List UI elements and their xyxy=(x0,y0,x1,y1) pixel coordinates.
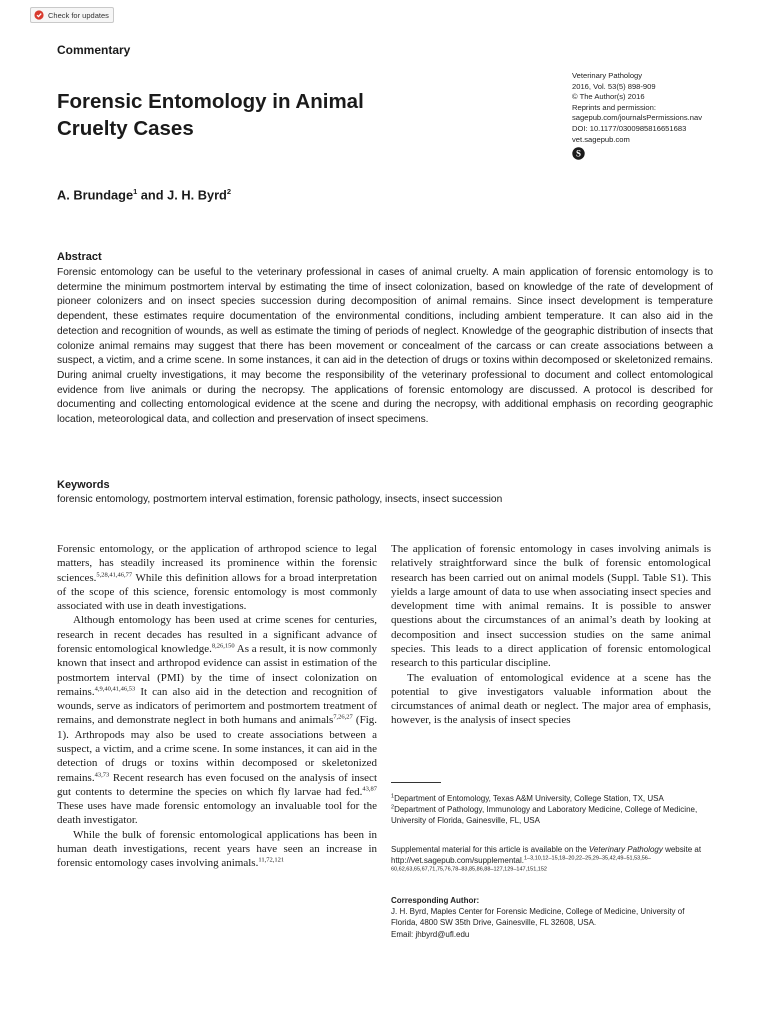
supplemental-note: Supplemental material for this article is available on the Veterinary Pathology website at http://vet.sagepub.com/supplemental.$^{1-3,10,12-15,18-20,22-25,29-35,42,49-51,53,56-60,62,63,65,67,71,75,76,78-83,85,86,88-127,129-147,151,152}$ xyxy=(391,845,702,873)
svg-text:S: S xyxy=(575,148,582,159)
author-joiner: and xyxy=(137,187,168,203)
reprints-label: Reprints and permission: xyxy=(572,102,656,112)
citation-marker[interactable]: 43,73 xyxy=(94,770,110,778)
body-paragraph: Forensic entomology, or the application of arthropod science to legal matters, has steadily increased its prominence within the forensic sciences.$^{5,28,41,46,77}$ While this definition allows for a broad interpretation of the scope of this science, forensic entomology is most commonly associated with use in death investigations. xyxy=(57,543,377,613)
journal-name: Veterinary Pathology xyxy=(572,71,643,80)
affiliations xyxy=(391,793,713,827)
citation-marker[interactable]: 4,9,40,41,46,53 xyxy=(94,685,136,693)
check-updates-label: Check for updates xyxy=(48,10,109,20)
affiliation-item: $^2$Department of Pathology, Immunology and Laboratory Medicine, College of Medicine, University of Florida, Gainesville, FL, USA xyxy=(391,804,698,826)
citation-marker: 1–3,10,12–15,18–20,22–25,29–35,42,49–51,53,56–60,62,63,65,67,71,75,76,78–83,85,86,88–127,129–147,151,152 xyxy=(391,855,651,873)
abstract-text: Forensic entomology can be useful to the veterinary professional in cases of animal cruelty. A main application of forensic entomology is to determine the minimum postmortem interval by estimating the time of insect colonization, based on knowledge of the rate of development of pioneer colonizers and on insect species succession during decomposition of animal remains. Since insect development is temperature dependent, these estimates require documentation of the environmental conditions, including ambient temperature. It can also aid in the detection and recognition of wounds, as well as estimate the timing of periods of neglect. Knowledge of the geographic distribution of insects that colonize animal remains may suggest that there has been movement or concealment of the carcass or can create associations between a suspect, a victim, and a crime scene. In some instances, it can aid in the detection of drugs or toxins within decomposed or skeletonized remains. During animal cruelty investigations, it may become the responsibility of the veterinary professional to document and collect entomological evidence from live animals or during the necropsy. The applications of forensic entomology are discussed. A protocol is described for documenting and collecting entomological evidence at the scene and during the necropsy, with additional emphasis on recording geographic location, meteorological data, and collection and preservation of insect specimens. xyxy=(57,267,713,426)
corresponding-author xyxy=(391,895,713,940)
affiliation-item: $^1$Department of Entomology, Texas A&M University, College Station, TX, USA xyxy=(391,793,664,803)
keywords-text: forensic entomology, postmortem interval estimation, forensic pathology, insects, insect succession xyxy=(57,494,503,505)
doi[interactable]: DOI: 10.1177/0300985816651683 xyxy=(572,123,687,133)
corresponding-email-line: Email: jhbyrd@ufl.edu xyxy=(391,929,470,939)
corresponding-heading: Corresponding Author: xyxy=(391,896,480,905)
body-paragraph: The evaluation of entomological evidence at a scene has the potential to give investigators valuable information about the circumstances of animal death or neglect. The major area of emphasis, however, is the analysis of insect species xyxy=(391,671,711,727)
journal-name-italic: Veterinary Pathology xyxy=(588,845,663,854)
citation-marker[interactable]: 7,26,27 xyxy=(333,713,353,721)
title-line-1: Forensic Entomology in Animal xyxy=(57,90,364,113)
citation-marker[interactable]: 5,28,41,46,77 xyxy=(96,570,133,578)
author-affiliation-marker: 1 xyxy=(133,187,138,196)
supplemental-link[interactable]: http://vet.sagepub.com/supplemental xyxy=(391,856,522,866)
corresponding-address: J. H. Byrd, Maples Center for Forensic Medicine, College of Medicine, University of Florida, 4800 SW 35th Drive, Gainesville, FL 32608, USA. xyxy=(391,907,685,928)
citation-marker[interactable]: 11,72,121 xyxy=(258,856,285,864)
journal-issue: 2016, Vol. 53(5) 898-909 xyxy=(572,81,656,91)
author-name[interactable]: J. H. Byrd xyxy=(167,187,227,203)
footnote-divider xyxy=(391,782,441,783)
section-label: Commentary xyxy=(57,43,131,57)
email-link[interactable]: jhbyrd@ufl.edu xyxy=(415,929,470,939)
body-paragraph: Although entomology has been used at crime scenes for centuries, research in recent decades has resulted in a significant advance of forensic entomological knowledge.$^{8,26,150}$ As a result, it is now commonly known that insect and arthropod evidence can assist in estimation of the postmortem interval (PMI) by the time of insect colonization on remains.$^{4,9,40,41,46,53}$ It can also aid in the detection and recognition of wounds, serve as indicators of perimortem and postmortem treatment of remains, and demonstrate neglect in both humans and animals$^{7,26,27}$ (Fig. 1). Arthropods may also be used to create associations between a suspect, a victim, and a crime scene. In some instances, it can aid in the detection of drugs or toxins within decomposed or skeletonized remains.$^{43,73}$ Recent research has even focused on the analysis of insect gut contents to determine the species on which fly larvae had fed.$^{43,87}$ These uses have made forensic entomology an invaluable tool for the death investigator. xyxy=(57,614,378,827)
check-for-updates-button[interactable] xyxy=(30,7,114,23)
body-paragraph: While the bulk of forensic entomological applications has been in human death investigations, recent years have seen an increase in forensic entomology cases involving animals.$^{11,72,121}$ xyxy=(57,828,377,870)
author-list xyxy=(57,187,231,202)
body-column-right xyxy=(391,542,711,728)
abstract-heading: Abstract xyxy=(57,251,102,263)
citation-marker[interactable]: 8,26,150 xyxy=(211,642,235,650)
journal-site-link[interactable]: vet.sagepub.com xyxy=(572,134,630,144)
copyright: © The Author(s) 2016 xyxy=(572,92,645,102)
article-title xyxy=(57,88,364,142)
title-line-2: Cruelty Cases xyxy=(57,117,194,140)
permissions-link[interactable]: sagepub.com/journalsPermissions.nav xyxy=(572,113,703,123)
citation-marker[interactable]: 43,87 xyxy=(362,785,377,793)
sage-logo-icon xyxy=(572,147,585,160)
body-column-left xyxy=(57,542,377,870)
author-affiliation-marker: 2 xyxy=(226,187,232,196)
body-paragraph: The application of forensic entomology in cases involving animals is relatively straightforward since the bulk of forensic entomological research has been carried out on animal models (Suppl. Table S1). This yields a large amount of data to use when associating insect species and development time with animal remains. It is possible to answer questions about the circumstances of an animal’s death by looking at decomposition and insect succession studies on the same animal species. This leads to a direct application of forensic entomological research to this particular discipline. xyxy=(391,543,711,670)
keywords-heading: Keywords xyxy=(57,479,110,491)
journal-meta xyxy=(572,71,742,164)
check-updates-icon xyxy=(34,10,44,20)
author-name[interactable]: A. Brundage xyxy=(57,187,134,203)
